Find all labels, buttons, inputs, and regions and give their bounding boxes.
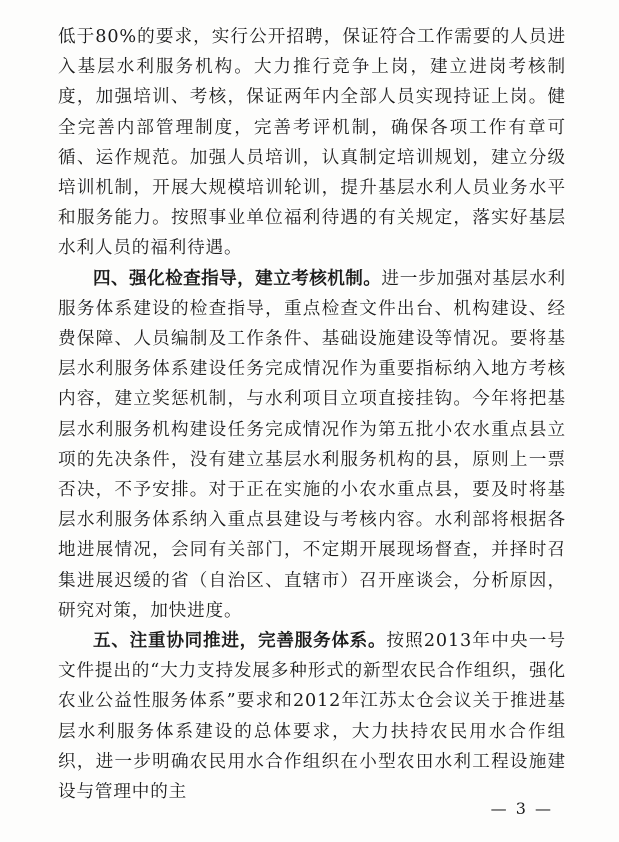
page-number: — 3 — bbox=[490, 799, 553, 818]
paragraph-text: 低于80%的要求，实行公开招聘，保证符合工作需要的人员进入基层水利服务机构。大力推行竞争上岗，建立进岗考核制度，加强培训、考核，保证两年内全部人员实现持证上岗。健全完善内部管理制度，完善考评机制，确保各项工作有章可循、运作规范。加强人员培训，认真制定培训规划，建立分级培训机制，开展大规模培训轮训，提升基层水利人员业务水平和服务能力。按照事业单位福利待遇的有关规定，落实好基层水利人员的福利待遇。 bbox=[58, 27, 566, 259]
paragraph-inspection-guidance bbox=[58, 264, 566, 626]
paragraph-continuation bbox=[58, 22, 566, 264]
paragraph-text: 进一步加强对基层水利服务体系建设的检查指导，重点检查文件出台、机构建设、经费保障、人员编制及工作条件、基础设施建设等情况。要将基层水利服务体系建设任务完成情况作为重要指标纳入地方考核内容，建立奖惩机制，与水利项目立项直接挂钩。今年将把基层水利服务机构建设任务完成情况作为第五批小农水重点县立项的先决条件，没有建立基层水利服务机构的县，原则上一票否决，不予安排。对于正在实施的小农水重点县，要及时将基层水利服务体系纳入重点县建设与考核内容。水利部将根据各地进展情况，会同有关部门，不定期开展现场督查，并择时召集进展迟缓的省（自治区、直辖市）召开座谈会，分析原因，研究对策，加快进度。 bbox=[58, 268, 566, 621]
section-heading-five: 五、注重协同推进，完善服务体系。 bbox=[93, 631, 387, 652]
section-heading-four: 四、强化检查指导，建立考核机制。 bbox=[93, 268, 382, 289]
paragraph-coordinated-promotion bbox=[58, 626, 566, 807]
paragraph-text: 按照2013年中央一号文件提出的“大力支持发展多种形式的新型农民合作组织，强化农业公益性服务体系”要求和2012年江苏太仓会议关于推进基层水利服务体系建设的总体要求，大力扶持农民用水合作组织，进一步明确农民用水合作组织在小型农田水利工程设施建设与管理中的主 bbox=[58, 631, 566, 803]
document-body bbox=[58, 22, 566, 807]
